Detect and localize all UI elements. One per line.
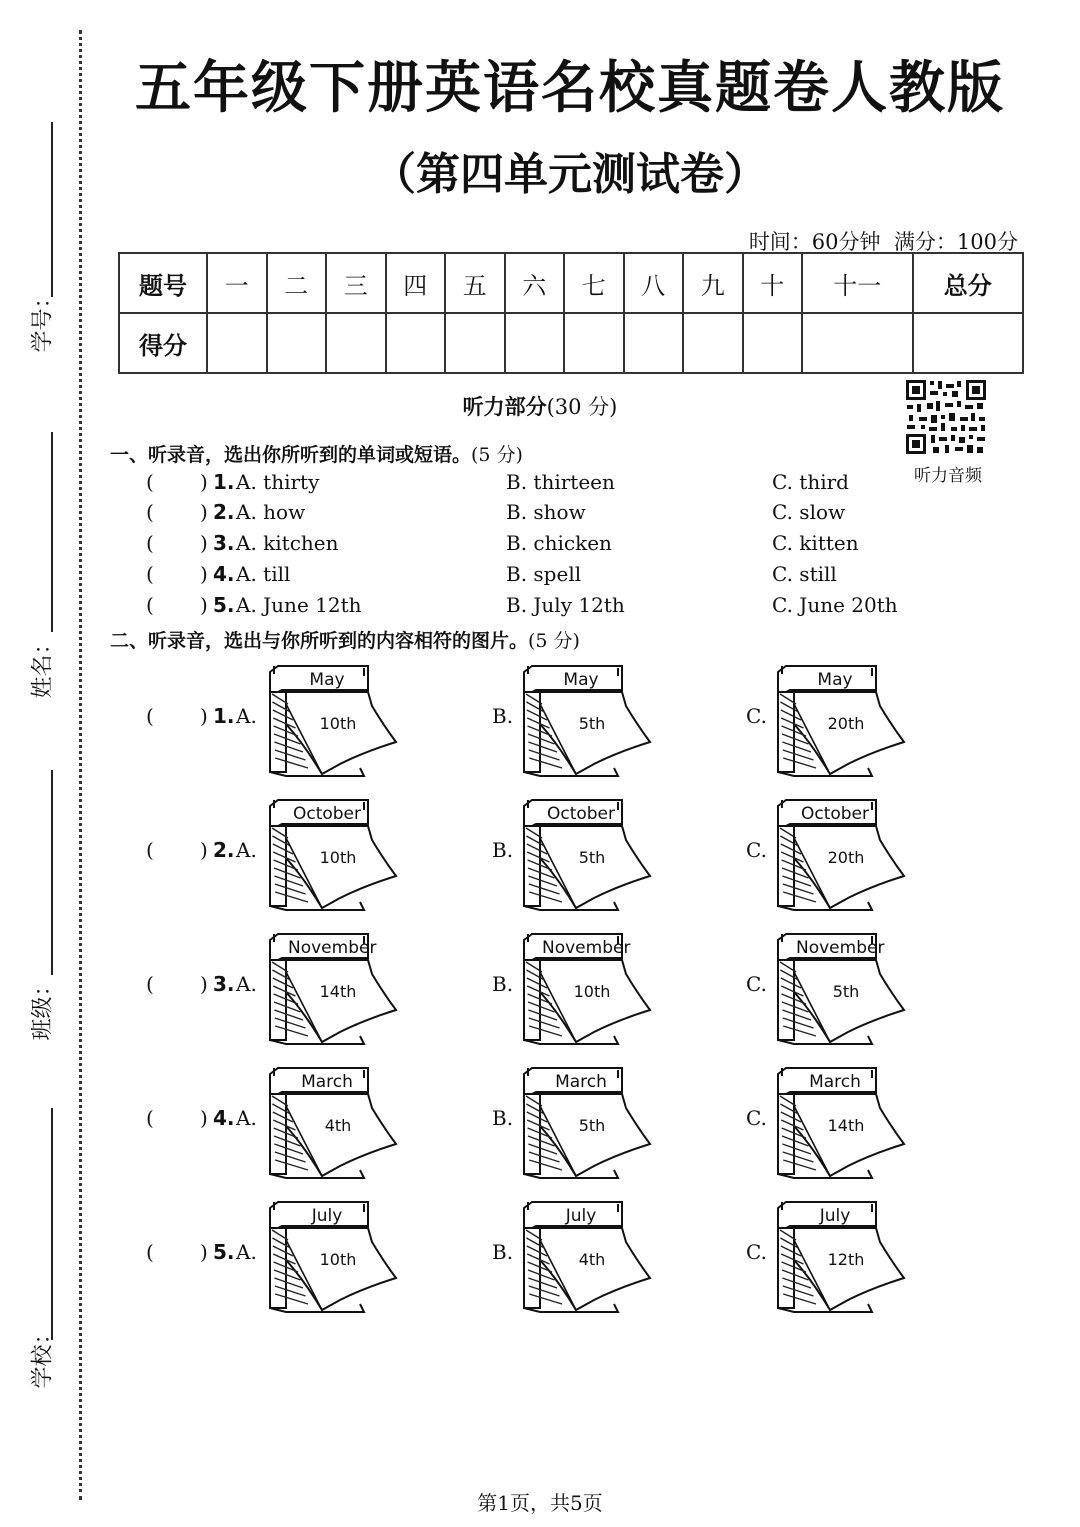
picture-question-row (0, 1200, 1080, 1320)
part1-heading (110, 440, 523, 467)
total-score-header: 总分 (913, 253, 1024, 313)
option-letter: A. (236, 1106, 257, 1130)
calendar-month: October (800, 804, 870, 824)
answer-paren-right: ) (200, 500, 208, 524)
score-col: 十 (743, 253, 803, 313)
question-number: 5. (213, 593, 235, 617)
question-number: 3. (213, 531, 235, 555)
calendar-month: July (565, 1206, 597, 1226)
calendar-day: 12th (827, 1250, 865, 1269)
calendar-day: 14th (319, 982, 357, 1001)
calendar-option[interactable] (518, 664, 658, 779)
qr-code-label: 听力音频 (914, 466, 982, 486)
page-title: 五年级下册英语名校真题卷人教版 (135, 55, 1005, 121)
score-cell[interactable] (505, 313, 565, 373)
calendar-day: 10th (319, 1250, 357, 1269)
answer-paren-left: ( (146, 562, 154, 586)
option-c[interactable]: C. third (772, 470, 849, 494)
answer-paren-left: ( (146, 1240, 154, 1264)
score-col: 二 (267, 253, 327, 313)
score-cell[interactable] (386, 313, 446, 373)
calendar-month: May (817, 670, 853, 690)
option-c[interactable]: C. still (772, 562, 837, 586)
answer-paren-right: ) (200, 972, 208, 996)
question-row (0, 470, 1080, 500)
score-col: 六 (505, 253, 565, 313)
calendar-option[interactable] (264, 664, 404, 779)
calendar-option[interactable] (518, 798, 658, 913)
answer-blank[interactable] (160, 593, 198, 619)
option-letter: B. (492, 1240, 514, 1264)
calendar-day: 5th (832, 982, 860, 1001)
score-cell[interactable] (802, 313, 913, 373)
question-number: 1. (213, 704, 235, 728)
option-c[interactable]: C. June 20th (772, 593, 898, 617)
calendar-day: 20th (827, 714, 865, 733)
calendar-option[interactable] (264, 932, 404, 1047)
page-subtitle: （第四单元测试卷） (372, 149, 768, 200)
answer-blank[interactable] (160, 500, 198, 526)
picture-question-row (0, 932, 1080, 1052)
calendar-day: 10th (573, 982, 611, 1001)
option-letter: B. (492, 704, 514, 728)
calendar-day: 20th (827, 848, 865, 867)
calendar-month: May (563, 670, 599, 690)
score-table (118, 252, 1024, 374)
score-cell[interactable] (564, 313, 624, 373)
option-b[interactable]: B. spell (506, 562, 582, 586)
answer-blank[interactable] (160, 972, 198, 998)
answer-blank[interactable] (160, 562, 198, 588)
calendar-month: November (288, 938, 377, 958)
answer-paren-left: ( (146, 531, 154, 555)
calendar-option[interactable] (264, 1066, 404, 1181)
calendar-option[interactable] (518, 932, 658, 1047)
page-footer: 第1页，共5页 (477, 1491, 603, 1515)
question-number: 4. (213, 1106, 235, 1130)
option-letter: C. (746, 1240, 767, 1264)
qr-code-icon[interactable] (905, 379, 987, 455)
option-letter: B. (492, 972, 514, 996)
calendar-day: 14th (827, 1116, 865, 1135)
score-cell[interactable] (326, 313, 386, 373)
picture-question-row (0, 798, 1080, 918)
answer-paren-right: ) (200, 1106, 208, 1130)
question-number: 4. (213, 562, 235, 586)
calendar-month: November (796, 938, 885, 958)
calendar-month: March (809, 1072, 861, 1092)
name-label: 姓名： (30, 632, 56, 699)
picture-question-row (0, 1066, 1080, 1186)
calendar-day: 5th (578, 714, 606, 733)
option-c[interactable]: C. kitten (772, 531, 859, 555)
option-b[interactable]: B. chicken (506, 531, 612, 555)
time-limit: 时间：60分钟 (748, 230, 881, 254)
question-number: 2. (213, 838, 235, 862)
answer-paren-left: ( (146, 500, 154, 524)
score-cell[interactable] (624, 313, 684, 373)
option-letter: A. (236, 704, 257, 728)
answer-blank[interactable] (160, 704, 198, 730)
option-a[interactable]: A. June 12th (236, 593, 362, 617)
question-number: 3. (213, 972, 235, 996)
option-letter: C. (746, 972, 767, 996)
answer-paren-right: ) (200, 531, 208, 555)
score-col: 九 (683, 253, 743, 313)
calendar-option[interactable] (772, 664, 912, 779)
calendar-option[interactable] (772, 1066, 912, 1181)
option-letter: C. (746, 704, 767, 728)
option-b[interactable]: B. July 12th (506, 593, 625, 617)
total-score-cell[interactable] (913, 313, 1024, 373)
answer-paren-left: ( (146, 704, 154, 728)
answer-paren-left: ( (146, 1106, 154, 1130)
option-c[interactable]: C. slow (772, 500, 846, 524)
score-col: 五 (445, 253, 505, 313)
option-letter: A. (236, 1240, 257, 1264)
question-row (0, 531, 1080, 561)
calendar-option[interactable] (264, 798, 404, 913)
score-cell[interactable] (743, 313, 803, 373)
calendar-month: July (311, 1206, 343, 1226)
calendar-month: November (542, 938, 631, 958)
question-number: 5. (213, 1240, 235, 1264)
answer-blank[interactable] (160, 531, 198, 557)
answer-paren-right: ) (200, 838, 208, 862)
calendar-month: October (292, 804, 362, 824)
answer-paren-left: ( (146, 838, 154, 862)
score-col: 四 (386, 253, 446, 313)
question-number: 1. (213, 470, 235, 494)
option-a[interactable]: A. kitchen (236, 531, 339, 555)
school-label: 学校： (30, 1322, 56, 1389)
option-letter: C. (746, 838, 767, 862)
answer-paren-right: ) (200, 470, 208, 494)
answer-blank[interactable] (160, 470, 198, 496)
answer-paren-left: ( (146, 972, 154, 996)
answer-paren-right: ) (200, 1240, 208, 1264)
option-letter: A. (236, 838, 257, 862)
score-col: 三 (326, 253, 386, 313)
option-a[interactable]: A. till (236, 562, 291, 586)
score-cell[interactable] (267, 313, 327, 373)
score-row-header: 得分 (119, 313, 207, 373)
option-letter: B. (492, 1106, 514, 1130)
question-row (0, 593, 1080, 623)
score-col: 七 (564, 253, 624, 313)
answer-paren-left: ( (146, 593, 154, 617)
calendar-option[interactable] (518, 1066, 658, 1181)
calendar-month: October (546, 804, 616, 824)
option-a[interactable]: A. thirty (236, 470, 320, 494)
calendar-day: 10th (319, 714, 357, 733)
calendar-month: March (555, 1072, 607, 1092)
calendar-month: March (301, 1072, 353, 1092)
calendar-option[interactable] (772, 798, 912, 913)
answer-blank[interactable] (160, 1240, 198, 1266)
part2-points: (5 分) (528, 630, 580, 652)
part2-title: 二、听录音，选出与你所听到的内容相符的图片。 (110, 630, 529, 652)
student-id-line[interactable] (51, 122, 53, 297)
calendar-day: 5th (578, 848, 606, 867)
calendar-day: 4th (578, 1250, 606, 1269)
score-cell[interactable] (207, 313, 267, 373)
answer-blank[interactable] (160, 838, 198, 864)
score-col: 八 (624, 253, 684, 313)
answer-paren-right: ) (200, 593, 208, 617)
part1-points: (5 分) (471, 444, 523, 466)
answer-blank[interactable] (160, 1106, 198, 1132)
calendar-month: May (309, 670, 345, 690)
calendar-option[interactable] (772, 1200, 912, 1315)
score-cell[interactable] (445, 313, 505, 373)
calendar-option[interactable] (264, 1200, 404, 1315)
calendar-day: 4th (324, 1116, 352, 1135)
option-letter: C. (746, 1106, 767, 1130)
question-row (0, 500, 1080, 530)
score-table-score-row (119, 313, 1023, 373)
score-cell[interactable] (683, 313, 743, 373)
option-letter: A. (236, 972, 257, 996)
student-id-label: 学号： (30, 286, 56, 353)
class-label: 班级： (30, 974, 56, 1041)
part1-title: 一、听录音，选出你所听到的单词或短语。 (110, 444, 472, 466)
answer-paren-left: ( (146, 470, 154, 494)
answer-paren-right: ) (200, 704, 208, 728)
calendar-month: July (819, 1206, 851, 1226)
question-number: 2. (213, 500, 235, 524)
question-number-header: 题号 (119, 253, 207, 313)
calendar-day: 10th (319, 848, 357, 867)
option-b[interactable]: B. show (506, 500, 586, 524)
answer-paren-right: ) (200, 562, 208, 586)
full-score: 满分：100分 (893, 230, 1018, 254)
score-table-header-row (119, 253, 1023, 313)
part2-heading (110, 626, 580, 653)
option-b[interactable]: B. thirteen (506, 470, 615, 494)
listening-title: 听力部分 (462, 395, 547, 419)
option-letter: B. (492, 838, 514, 862)
score-col: 一 (207, 253, 267, 313)
question-row (0, 562, 1080, 592)
calendar-day: 5th (578, 1116, 606, 1135)
calendar-option[interactable] (772, 932, 912, 1047)
listening-points: (30 分) (546, 395, 618, 419)
score-col: 十一 (802, 253, 913, 313)
calendar-option[interactable] (518, 1200, 658, 1315)
option-a[interactable]: A. how (236, 500, 306, 524)
